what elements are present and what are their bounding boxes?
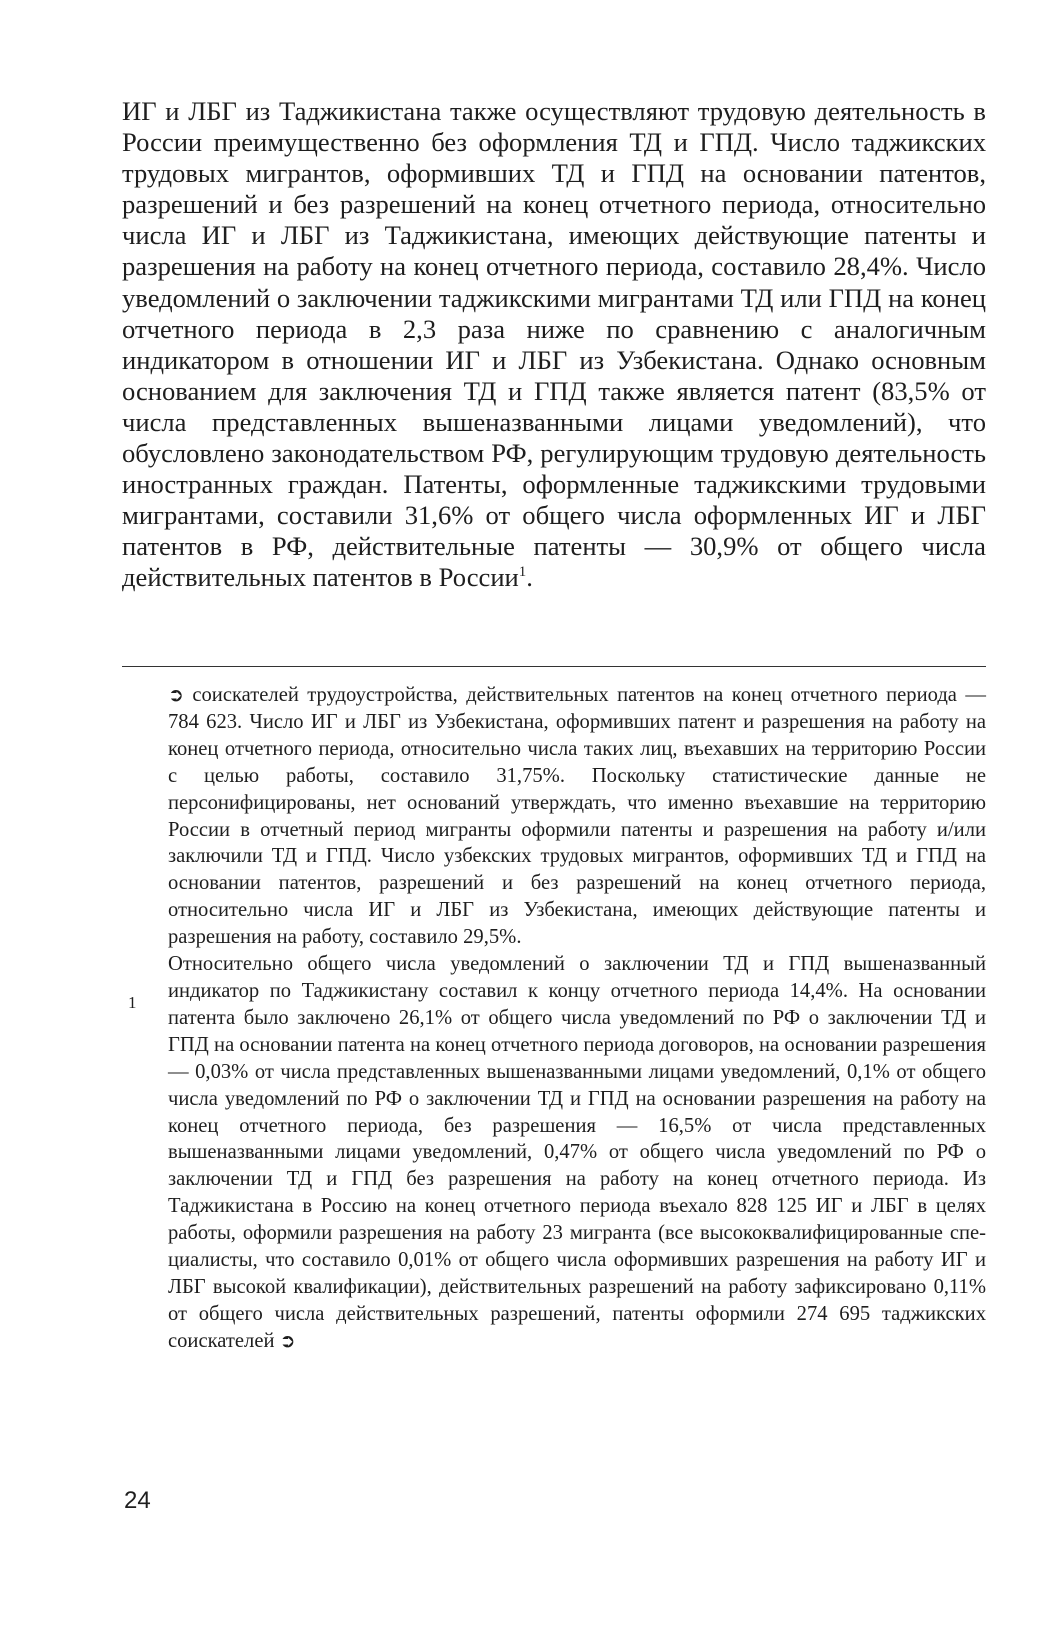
footnote-number: 1 (128, 993, 137, 1012)
main-paragraph: ИГ и ЛБГ из Таджикистана также осуществляют трудовую деятельность в России преимущественно без оформления ТД и ГПД. Число таджикских трудовых мигрантов, оформивших ТД и ГПД на основании патентов, разрешений и без разрешений на конец отчетного периода, относительно числа ИГ и ЛБГ из Таджикистана, имеющих действующие патенты и разрешения на работу на конец отчетного периода, составило 28,4%. Число уведомлений о заключении таджикскими мигрантами ТД или ГПД на конец отчетного периода в 2,3 раза ниже по сравнению с аналогичным индикатором в отношении ИГ и ЛБГ из Узбекистана. Однако основным основанием для заключения ТД и ГПД также является патент (83,5% от числа представленных вышеназванными лицами уведомлений), что обусловлено законодательством РФ, регулирующим трудовую деятельность иностранных граждан. Патенты, оформленные таджикскими трудовыми мигрантами, составили 31,6% от общего числа оформленных ИГ и ЛБГ патентов в РФ, действительные патенты — 30,9% от общего числа действительных патентов в России$^1$. (122, 96, 986, 593)
continued-footnote (168, 682, 986, 951)
footnote-1 (168, 951, 986, 1355)
continuation-arrow-end-icon: ➲ (279, 1329, 296, 1352)
main-paragraph-text: ИГ и ЛБГ из Таджикистана также осуществляют трудовую деятельность в России преимущественно без оформления ТД и ГПД. Число таджикских трудовых мигрантов, оформивших ТД и ГПД на основании патентов, разрешений и без разрешений на конец отчетного периода, относительно числа ИГ и ЛБГ из Таджикистана, имеющих действующие патенты и разрешения на работу на конец отчетного периода, составило 28,4%. Число уведомлений о заключении таджикскими мигрантами ТД или ГПД на конец отчетного периода в 2,3 раза ниже по сравнению с аналогичным индикатором в отношении ИГ и ЛБГ из Узбекистана. Однако основным основанием для заключения ТД и ГПД также является патент (83,5% от числа представленных вышеназванными лицами уведомлений), что обусловлено законодательством РФ, регулирующим трудовую деятельность иностранных граждан. Патенты, оформленные таджикскими трудовыми мигрантами, составили 31,6% от общего числа оформленных ИГ и ЛБГ патентов в РФ, действительные патенты — 30,9% от общего числа действительных патентов в России (122, 96, 986, 593)
page-number: 24 (124, 1487, 151, 1514)
footnote-reference: 1 (518, 564, 527, 581)
footnotes-block (168, 682, 986, 1355)
continued-footnote-text: соискателей трудоустройства, действительных патентов на конец отчетного периода — 784 623. Число ИГ и ЛБГ из Узбекистана, оформивших патент и разрешения на работу на конец отчетного периода, относительно числа таких лиц, въехавших на территорию России с целью работы, составило 31,75%. Поскольку статистические данные не персонифицированы, нет оснований утверждать, что именно въехавшие на территорию России в отчетный период мигранты оформили патенты и разрешения на работу и/или заключили ТД и ГПД. Число узбекских трудовых мигрантов, оформивших ТД и ГПД на основании патентов, разрешений и без разрешений на конец отчетного периода, относительно числа ИГ и ЛБГ из Узбекистана, имеющих действующие патенты и разрешения на работу, составило 29,5%. (168, 684, 986, 949)
footnote-1-text: Относительно общего числа уведомлений о заключении ТД и ГПД вышеназванный индикатор по Таджикистану составил к концу отчетного периода 14,4%. На основании патента было заключено 26,1% от общего числа уведомлений по РФ о заключении ТД и ГПД на основании патента на конец отчетного периода договоров, на основании разрешения — 0,03% от числа представленных вышеназванными лицами уведомлений, 0,1% от общего числа уведомлений по РФ о заключении ТД и ГПД на основании разрешения на работу на конец отчетного периода, без разрешения — 16,5% от числа представленных вышеназванными лицами уведомлений, 0,47% от общего числа уведомлений по РФ о заключении ТД и ГПД без разрешения на работу на конец отчетного периода. Из Таджикистана в Россию на конец отчетного периода въехало 828 125 ИГ и ЛБГ в целях работы, оформили разрешения на работу 23 мигранта (все высококвалифицированные специалисты, что составило 0,01% от общего числа оформивших разрешения на работу ИГ и ЛБГ высокой квалификации), действительных разрешений на работу зафиксировано 0,11% от общего числа действительных разрешений, патенты оформили 274 695 таджикских соискателей (168, 953, 986, 1352)
continuation-arrow-icon: ➲ (168, 684, 184, 706)
footnote-separator (122, 666, 986, 667)
